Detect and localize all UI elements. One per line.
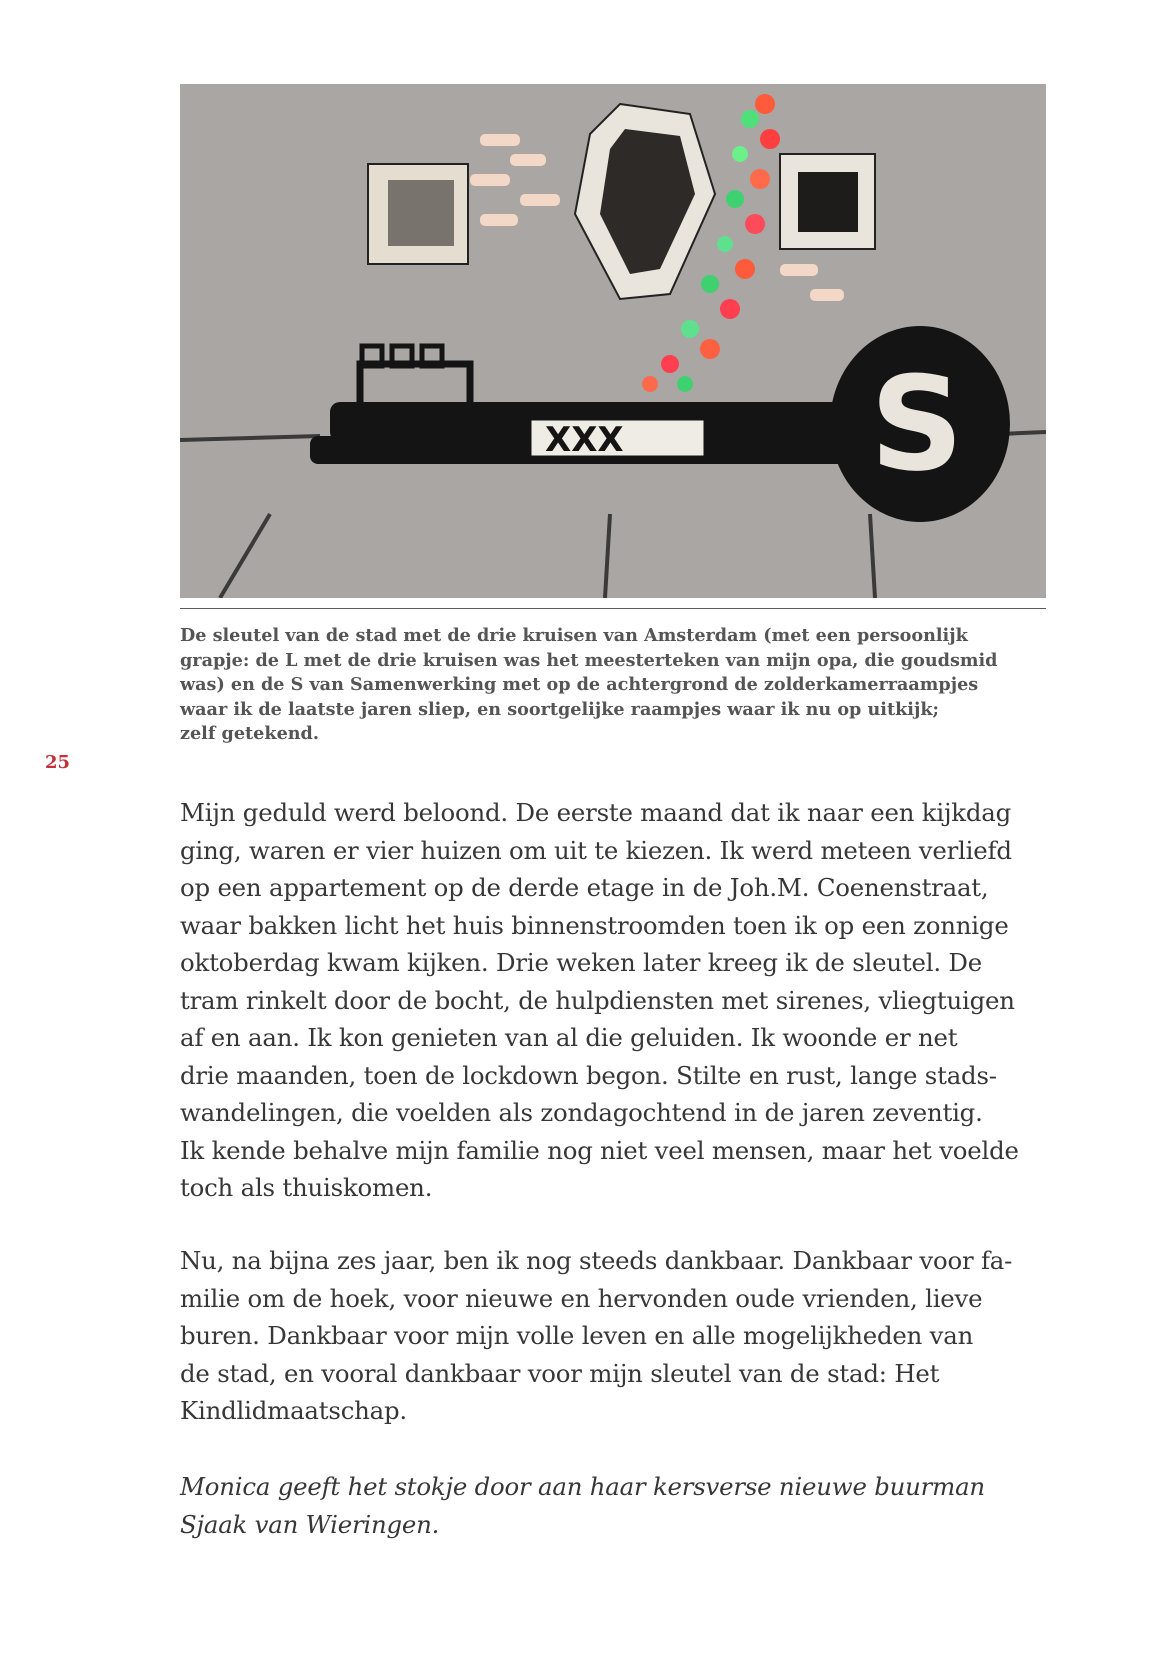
text-line: Monica geeft het stokje door aan haar kersverse nieuwe buurman: [180, 1472, 985, 1501]
text-line: ging, waren er vier huizen om uit te kiezen. Ik werd meteen verliefd: [180, 835, 1012, 865]
text-line: drie maanden, toen de lockdown begon. Stilte en rust, lange stads-: [180, 1060, 997, 1090]
text-line: Sjaak van Wieringen.: [180, 1509, 440, 1539]
text-line: waar bakken licht het huis binnenstroomden toen ik op een zonnige: [180, 910, 1009, 940]
window-left-drawing: [368, 164, 468, 264]
page-number: 25: [45, 752, 71, 773]
text-line: Mijn geduld werd beloond. De eerste maand dat ik naar een kijkdag: [180, 798, 1012, 827]
text-line: Ik kende behalve mijn familie nog niet veel mensen, maar het voelde: [180, 1135, 1019, 1165]
caption-line: grapje: de L met de drie kruisen was het meesterteken van mijn opa, die goudsmid: [180, 649, 998, 671]
paragraph-2: [180, 1242, 1060, 1430]
caption-divider: [180, 608, 1046, 609]
text-line: tram rinkelt door de bocht, de hulpdiensten met sirenes, vliegtuigen: [180, 985, 1015, 1015]
figure-caption: [180, 624, 1046, 747]
window-right-drawing: [780, 154, 875, 249]
key-drawing-illustration: [180, 84, 1046, 598]
text-line: Kindlidmaatschap.: [180, 1396, 407, 1425]
text-line: de stad, en vooral dankbaar voor mijn sleutel van de stad: Het: [180, 1358, 940, 1388]
text-line: buren. Dankbaar voor mijn volle leven en alle mogelijkheden van: [180, 1321, 974, 1350]
text-line: Nu, na bijna zes jaar, ben ik nog steeds dankbaar. Dankbaar voor fa-: [180, 1246, 1013, 1275]
svg-text:XXX: XXX: [545, 420, 624, 460]
caption-line: waar ik de laatste jaren sliep, en soortgelijke raampjes waar ik nu op uitkijk;: [180, 698, 940, 720]
caption-line: zelf getekend.: [180, 723, 319, 745]
closing-note: [180, 1468, 1060, 1543]
caption-line: was) en de S van Samenwerking met op de achtergrond de zolderkamerraampjes: [180, 674, 979, 696]
svg-text:S: S: [870, 348, 964, 500]
text-line: toch als thuiskomen.: [180, 1173, 433, 1202]
text-line: af en aan. Ik kon genieten van al die geluiden. Ik woonde er net: [180, 1023, 958, 1052]
paragraph-1: [180, 794, 1060, 1207]
caption-line: De sleutel van de stad met de drie kruisen van Amsterdam (met een persoonlijk: [180, 625, 968, 646]
text-line: milie om de hoek, voor nieuwe en hervonden oude vrienden, lieve: [180, 1283, 983, 1313]
text-line: wandelingen, die voelden als zondagochtend in de jaren zeventig.: [180, 1098, 983, 1127]
text-line: oktoberdag kwam kijken. Drie weken later kreeg ik de sleutel. De: [180, 948, 983, 977]
text-line: op een appartement op de derde etage in de Joh.M. Coenenstraat,: [180, 873, 989, 902]
